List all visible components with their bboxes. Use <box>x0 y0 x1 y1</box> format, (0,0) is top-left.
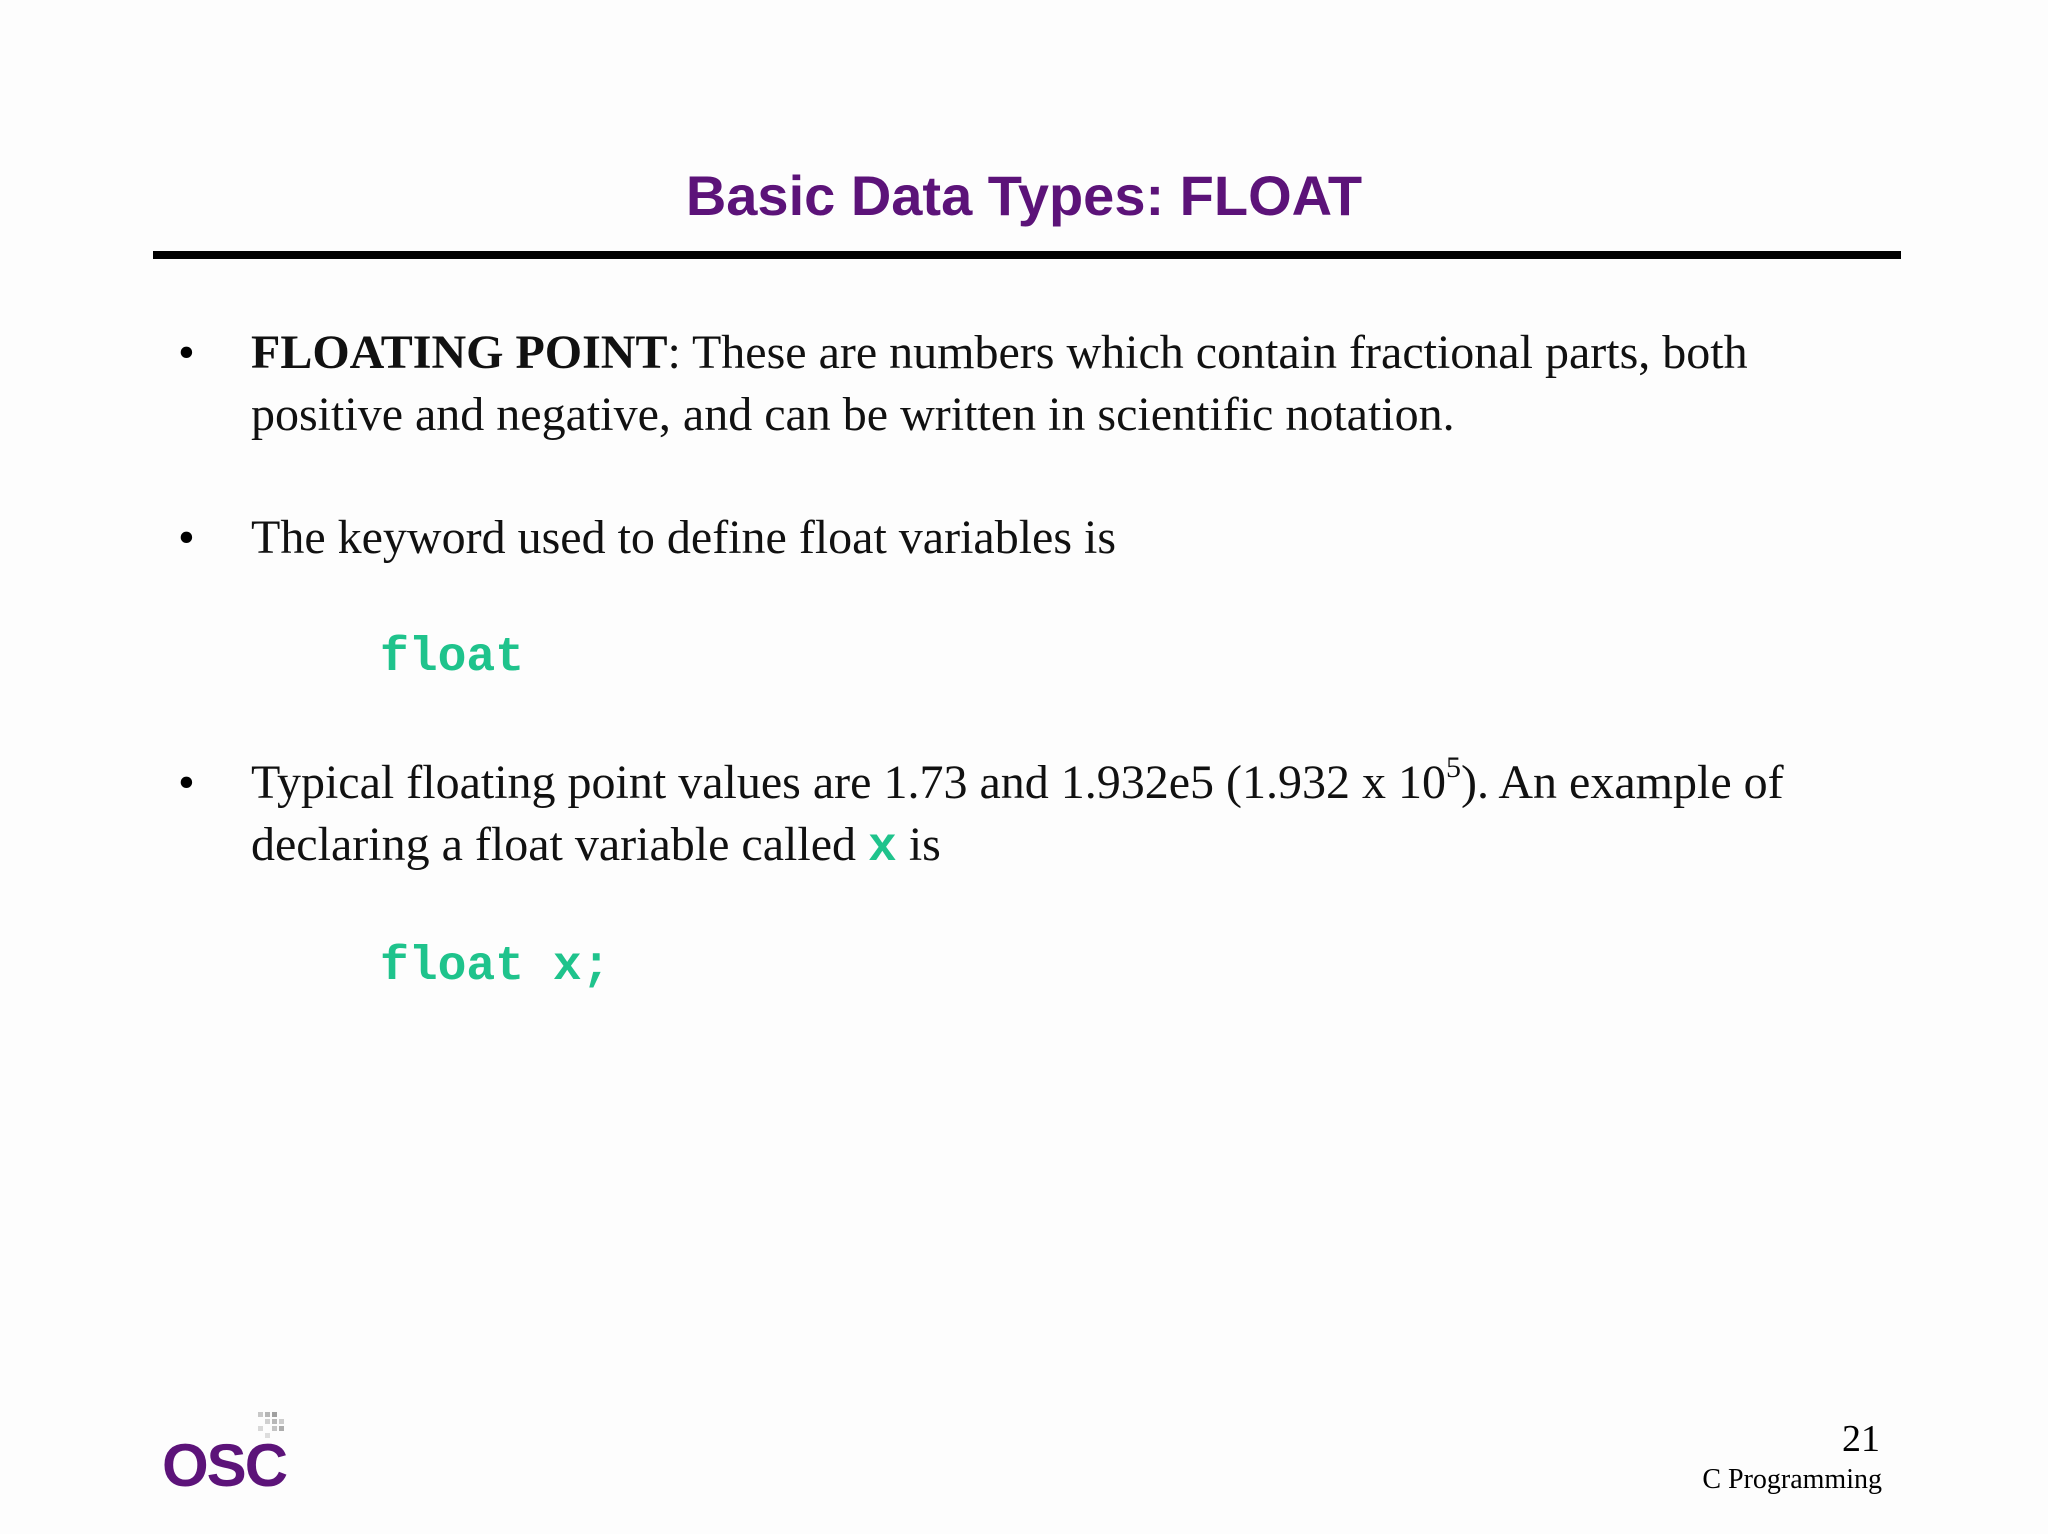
page-number: 21 <box>1842 1418 1880 1460</box>
bullet-marker-3: • <box>178 756 195 809</box>
title-divider <box>153 251 1901 259</box>
bullet-marker-1: • <box>178 326 195 379</box>
logo-text: OSC <box>162 1432 287 1488</box>
bullet-marker-2: • <box>178 511 195 564</box>
code-example-declaration: float x; <box>380 940 611 994</box>
bullet-text-middle: ). An example of declaring a float variable called <box>251 756 1784 871</box>
bullet-term: FLOATING POINT <box>251 326 668 379</box>
inline-code-variable: x <box>868 821 897 875</box>
bullet-text-2: The keyword used to define float variables is <box>251 511 1117 564</box>
bullet-text-after: is <box>896 818 941 871</box>
exponent-superscript: 5 <box>1446 751 1462 784</box>
bullet-text-before: Typical floating point values are 1.73 and 1.932e5 (1.932 x 10 <box>251 756 1447 809</box>
course-label: C Programming <box>1702 1464 1882 1495</box>
slide-title: Basic Data Types: FLOAT <box>685 164 1363 227</box>
bullet-text-1 <box>251 322 1891 446</box>
osc-logo <box>162 1408 302 1488</box>
code-example-keyword: float <box>380 631 525 685</box>
bullet-description: : These are numbers which contain fractional parts, both positive and negative, and can be written in scientific notation. <box>251 326 1748 441</box>
bullet-text-3 <box>251 752 1891 879</box>
